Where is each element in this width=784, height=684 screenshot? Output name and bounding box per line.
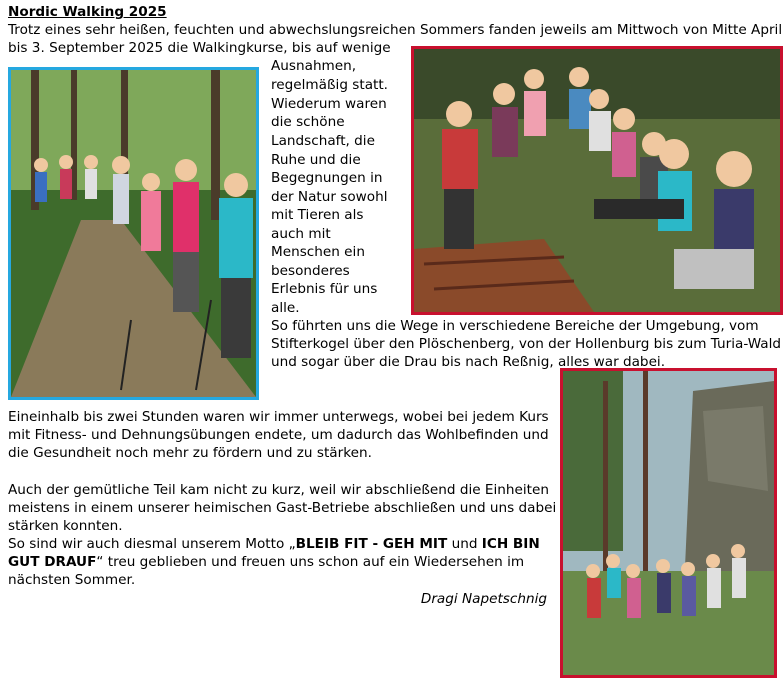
para2-line-3: und sogar über die Drau bis nach Reßnig, alles war dabei. xyxy=(271,354,666,370)
intro-line-1: Trotz eines sehr heißen, feuchten und abwechslungsreichen Sommers fanden jeweils am Mittwoch von Mitte April xyxy=(8,22,783,38)
article-title: Nordic Walking 2025 xyxy=(8,4,167,20)
motto-pre: So sind wir auch diesmal unserem Motto „ xyxy=(8,536,296,552)
narrow-line-5: Landschaft, die xyxy=(271,133,375,149)
narrow-line-8: der Natur sowohl xyxy=(271,189,388,205)
photo-castle-ruin xyxy=(560,368,777,678)
motto-bold-2b: GUT DRAUF xyxy=(8,554,97,570)
narrow-line-10: auch mit xyxy=(271,226,331,242)
para2-line-2: Stifterkogel über den Plöschenberg, von der Hollenburg bis zum Turia-Wald xyxy=(271,336,782,352)
motto-line-3: nächsten Sommer. xyxy=(8,572,136,588)
narrow-line-14: alle. xyxy=(271,300,300,316)
narrow-line-13: Erlebnis für uns xyxy=(271,281,378,297)
photo-forest-walk xyxy=(8,67,259,400)
motto-line-1 xyxy=(8,535,540,553)
motto-bold-2a: ICH BIN xyxy=(481,536,540,552)
narrow-line-4: die schöne xyxy=(271,114,345,130)
para2-line-1: So führten uns die Wege in verschiedene Bereiche der Umgebung, vom xyxy=(271,318,759,334)
para3-line-3: die Gesundheit noch mehr zu fördern und zu stärken. xyxy=(8,445,372,461)
para3-line-1: Eineinhalb bis zwei Stunden waren wir immer unterwegs, wobei bei jedem Kurs xyxy=(8,409,549,425)
para4-line-3: stärken konnten. xyxy=(8,518,123,534)
motto-mid: und xyxy=(447,536,482,552)
narrow-line-6: Ruhe und die xyxy=(271,152,361,168)
narrow-line-11: Menschen ein xyxy=(271,244,365,260)
motto-line-2 xyxy=(8,553,524,571)
narrow-line-3: Wiederum waren xyxy=(271,96,387,112)
intro-line-2: bis 3. September 2025 die Walkingkurse, bis auf wenige xyxy=(8,40,391,56)
para4-line-1: Auch der gemütliche Teil kam nicht zu kurz, weil wir abschließend die Einheiten xyxy=(8,482,549,498)
motto-post: “ treu geblieben und freuen uns schon auf ein Wiedersehen im xyxy=(96,554,525,570)
author-signature: Dragi Napetschnig xyxy=(420,591,547,607)
para4-line-2: meistens in einem unserer heimischen Gast-Betriebe abschließen und uns dabei xyxy=(8,500,557,516)
narrow-line-2: regelmäßig statt. xyxy=(271,77,389,93)
para3-line-2: mit Fitness- und Dehnungsübungen endete, um dadurch das Wohlbefinden und xyxy=(8,427,549,443)
motto-bold-1: BLEIB FIT - GEH MIT xyxy=(295,536,448,552)
narrow-line-9: mit Tieren als xyxy=(271,207,364,223)
narrow-line-12: besonderes xyxy=(271,263,350,279)
narrow-line-7: Begegnungen in xyxy=(271,170,383,186)
narrow-line-1: Ausnahmen, xyxy=(271,58,357,74)
photo-group-sitting xyxy=(411,46,783,315)
